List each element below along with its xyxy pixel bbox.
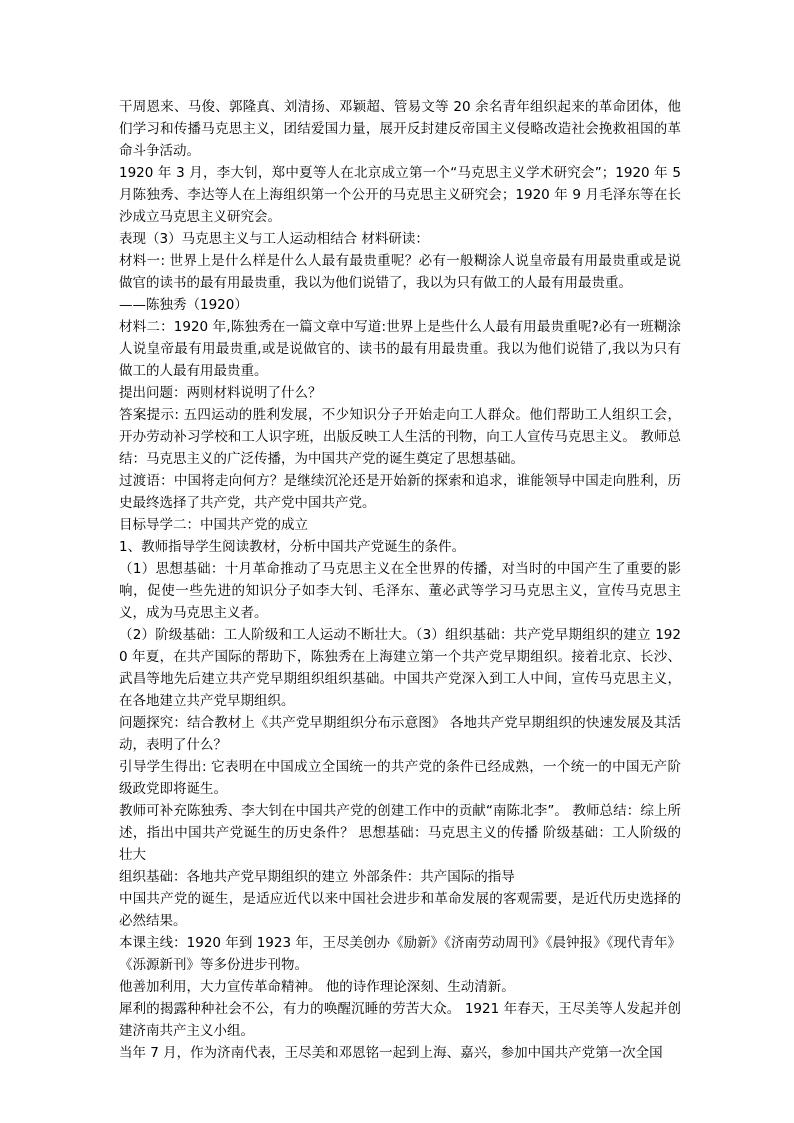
paragraph-first-congress: 当年 7 月，作为济南代表，王尽美和邓恩铭一起到上海、嘉兴，参加中国共产党第一次全国 [119,1045,663,1061]
paragraph-inquiry: 问题探究：结合教材上《共产党早期组织分布示意图》 各地共产党早期组织的快速发展及其活动，表明了什么？ [119,715,681,753]
paragraph-organization-basis: 组织基础：各地共产党早期组织的建立 外部条件：共产国际的指导 [119,869,515,885]
paragraph-material-one-source: ——陈独秀（1920） [119,297,248,313]
paragraph-manifestation-3: 表现（3）马克思主义与工人运动相结合 材料研读： [119,231,429,247]
paragraph-material-two: 材料二：1920 年,陈独秀在一篇文章中写道:世界上是些什么人最有用最贵重呢?必有一班糊涂人说皇帝最有用最贵重,或是说做官的、读书的最有用最贵重。我以为他们说错了,我以为只有做工的人最有用最贵重。 [119,319,681,379]
paragraph-question: 提出问题：两则材料说明了什么？ [119,385,322,401]
paragraph-material-one: 材料一: 世界上是什么样是什么人最有最贵重呢？必有一般糊涂人说皇帝最有用最贵重或是说做官的读书的最有用最贵重，我以为他们说错了，我以为只有做工的人最有用最贵重。 [119,253,681,291]
paragraph-jinan-group: 犀利的揭露种种社会不公，有力的唤醒沉睡的劳苦大众。 1921 年春天，王尽美等人发起并创建济南共产主义小组。 [119,1001,681,1039]
paragraph-guide-students: 引导学生得出: 它表明在中国成立全国统一的共产党的条件已经成熟，一个统一的中国无产阶级政党即将诞生。 [119,759,681,797]
paragraph-objective-two: 目标导学二：中国共产党的成立 [119,517,308,533]
paragraph-transition: 过渡语：中国将走向何方？是继续沉沦还是开始新的探索和追求，谁能领导中国走向胜利，历史最终选择了共产党，共产党中国共产党。 [119,473,681,511]
paragraph-class-organization-basis: （2）阶级基础：工人阶级和工人运动不断壮大。（3）组织基础：共产党早期组织的建立 1920 年夏，在共产国际的帮助下，陈独秀在上海建立第一个共产党早期组织。接着北京、长沙、武昌等地先后建立共产党早期组织组织基础。中国共产党深入到工人中间，宣传马克思主义，在各地建立共产党早期组织。 [119,627,681,709]
paragraph-teacher-supplement: 教师可补充陈独秀、李大钊在中国共产党的创建工作中的贡献“南陈北李”。 教师总结：综上所述，指出中国共产党诞生的历史条件？ 思想基础：马克思主义的传播 阶级基础：工人阶级的壮大 [119,803,681,863]
paragraph-marxism-study-groups: 1920 年 3 月，李大钊，郑中夏等人在北京成立第一个“马克思主义学术研究会”；1920 年 5 月陈独秀、李达等人在上海组织第一个公开的马克思主义研究会；1920 年 9 月毛泽东等在长沙成立马克思主义研究会。 [119,165,686,225]
paragraph-answer-hint: 答案提示: 五四运动的胜利发展，不少知识分子开始走向工人群众。他们帮助工人组织工会，开办劳动补习学校和工人识字班，出版反映工人生活的刊物，向工人宣传马克思主义。 教师总结：马克思主义的广泛传播，为中国共产党的诞生奠定了思想基础。 [119,407,681,467]
paragraph-awakening-society: 干周恩来、马俊、郭隆真、刘清扬、邓颖超、管易文等 20 余名青年组织起来的革命团体，他们学习和传播马克思主义，团结爱国力量，展开反封建反帝国主义侵略改造社会挽救祖国的革命斗争活动。 [119,99,681,159]
paragraph-ideological-basis: （1）思想基础：十月革命推动了马克思主义在全世界的传播，对当时的中国产生了重要的影响，促使一些先进的知识分子如李大钊、毛泽东、董必武等学习马克思主义，宣传马克思主义，成为马克思主义者。 [119,561,681,621]
paragraph-propaganda: 他善加利用，大力宣传革命精神。 他的诗作理论深刻、生动清新。 [119,979,515,995]
paragraph-teacher-guidance: 1、教师指导学生阅读教材，分析中国共产党诞生的条件。 [119,539,466,555]
paragraph-lesson-mainline: 本课主线：1920 年到 1923 年，王尽美创办《励新》《济南劳动周刊》《晨钟报》《现代青年》《泺源新刊》等多份进步刊物。 [119,935,681,973]
document-page [119,96,686,1064]
paragraph-birth-of-party: 中国共产党的诞生，是适应近代以来中国社会进步和革命发展的客观需要，是近代历史选择的必然结果。 [119,891,681,929]
